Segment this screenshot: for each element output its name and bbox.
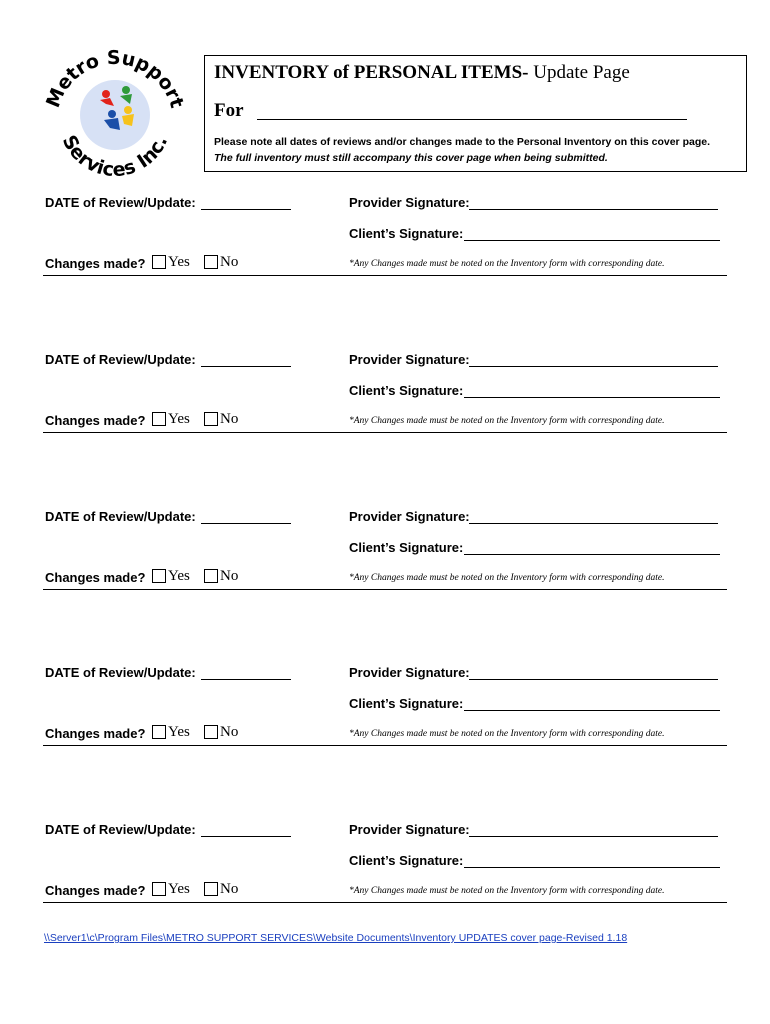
changes-no-checkbox[interactable] [204, 412, 218, 426]
section-divider [43, 589, 727, 590]
changes-made-label: Changes made? [45, 726, 146, 741]
provider-signature-field[interactable] [469, 523, 718, 524]
section-divider [43, 275, 727, 276]
review-section-4 [43, 665, 727, 749]
changes-yes-checkbox[interactable] [152, 569, 166, 583]
date-label: DATE of Review/Update: [45, 195, 196, 210]
file-path-link[interactable]: \\Server1\c\Program Files\METRO SUPPORT SERVICES\Website Documents\Inventory UPDATES cover page-Revised 1.18 [44, 932, 628, 944]
changes-note: *Any Changes made must be noted on the Inventory form with corresponding date. [349, 416, 665, 426]
yes-label: Yes [168, 254, 190, 270]
client-signature-field[interactable] [464, 554, 720, 555]
review-section-1 [43, 195, 727, 279]
review-section-3 [43, 509, 727, 593]
date-label: DATE of Review/Update: [45, 822, 196, 837]
provider-signature-label: Provider Signature: [349, 665, 470, 680]
client-signature-label: Client’s Signature: [349, 383, 464, 398]
yes-label: Yes [168, 881, 190, 897]
section-divider [43, 902, 727, 903]
no-label: No [220, 724, 239, 740]
changes-no-checkbox[interactable] [204, 882, 218, 896]
instruction-note-1: Please note all dates of reviews and/or changes made to the Personal Inventory on this cover page. [214, 136, 710, 148]
yes-label: Yes [168, 411, 190, 427]
changes-yes-checkbox[interactable] [152, 725, 166, 739]
changes-note: *Any Changes made must be noted on the Inventory form with corresponding date. [349, 573, 665, 583]
provider-signature-field[interactable] [469, 209, 718, 210]
for-label: For [214, 100, 244, 121]
for-name-field[interactable] [257, 119, 687, 120]
client-signature-field[interactable] [464, 240, 720, 241]
changes-no-checkbox[interactable] [204, 569, 218, 583]
header-box [204, 55, 747, 172]
review-section-2 [43, 352, 727, 436]
provider-signature-label: Provider Signature: [349, 822, 470, 837]
provider-signature-label: Provider Signature: [349, 352, 470, 367]
changes-made-label: Changes made? [45, 570, 146, 585]
yes-label: Yes [168, 568, 190, 584]
no-label: No [220, 881, 239, 897]
title-bold: INVENTORY of PERSONAL ITEMS- [214, 62, 529, 83]
metro-support-services-logo [40, 38, 190, 188]
provider-signature-field[interactable] [469, 679, 718, 680]
no-label: No [220, 254, 239, 270]
changes-yes-checkbox[interactable] [152, 412, 166, 426]
section-divider [43, 432, 727, 433]
page-title [214, 62, 630, 84]
title-subtitle: Update Page [528, 62, 630, 83]
changes-note: *Any Changes made must be noted on the Inventory form with corresponding date. [349, 729, 665, 739]
client-signature-field[interactable] [464, 397, 720, 398]
no-label: No [220, 411, 239, 427]
changes-note: *Any Changes made must be noted on the Inventory form with corresponding date. [349, 259, 665, 269]
client-signature-field[interactable] [464, 867, 720, 868]
date-field[interactable] [201, 523, 291, 524]
changes-yes-checkbox[interactable] [152, 882, 166, 896]
logo-text-bottom: Services Inc. [57, 131, 173, 182]
provider-signature-field[interactable] [469, 366, 718, 367]
date-label: DATE of Review/Update: [45, 352, 196, 367]
provider-signature-label: Provider Signature: [349, 195, 470, 210]
yes-label: Yes [168, 724, 190, 740]
date-field[interactable] [201, 366, 291, 367]
client-signature-label: Client’s Signature: [349, 540, 464, 555]
changes-no-checkbox[interactable] [204, 255, 218, 269]
changes-made-label: Changes made? [45, 413, 146, 428]
instruction-note-2: The full inventory must still accompany this cover page when being submitted. [214, 152, 608, 164]
no-label: No [220, 568, 239, 584]
section-divider [43, 745, 727, 746]
changes-note: *Any Changes made must be noted on the Inventory form with corresponding date. [349, 886, 665, 896]
client-signature-label: Client’s Signature: [349, 696, 464, 711]
changes-yes-checkbox[interactable] [152, 255, 166, 269]
client-signature-field[interactable] [464, 710, 720, 711]
date-field[interactable] [201, 836, 291, 837]
date-label: DATE of Review/Update: [45, 509, 196, 524]
provider-signature-field[interactable] [469, 836, 718, 837]
changes-no-checkbox[interactable] [204, 725, 218, 739]
changes-made-label: Changes made? [45, 256, 146, 271]
review-section-5 [43, 822, 727, 906]
changes-made-label: Changes made? [45, 883, 146, 898]
date-field[interactable] [201, 679, 291, 680]
date-field[interactable] [201, 209, 291, 210]
provider-signature-label: Provider Signature: [349, 509, 470, 524]
date-label: DATE of Review/Update: [45, 665, 196, 680]
client-signature-label: Client’s Signature: [349, 226, 464, 241]
client-signature-label: Client’s Signature: [349, 853, 464, 868]
logo-text-top: Metro Support [41, 46, 188, 111]
